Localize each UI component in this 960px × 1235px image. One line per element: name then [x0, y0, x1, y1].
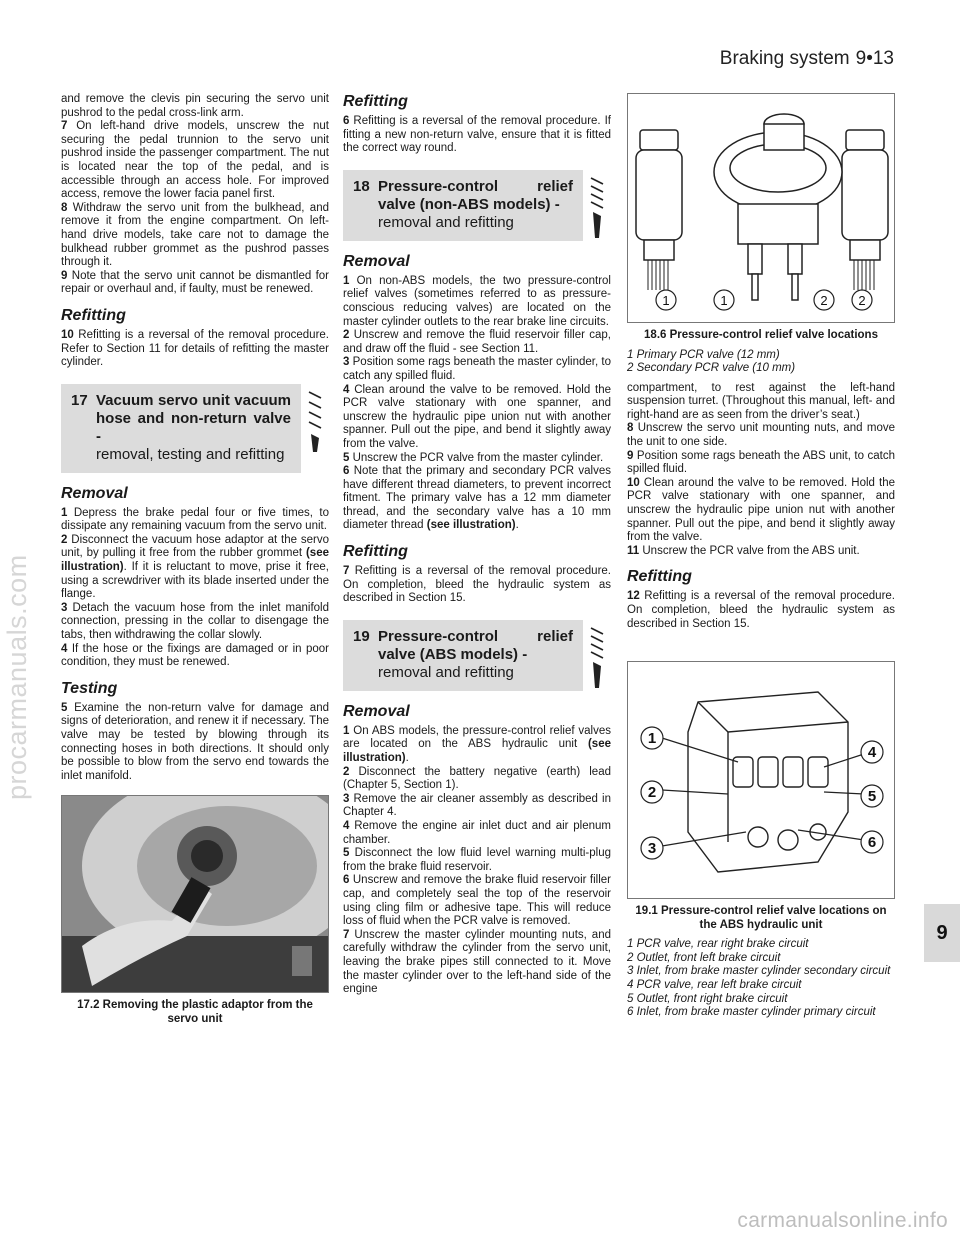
- paragraph: 2 Disconnect the vacuum hose adaptor at the servo unit, by pulling it free from the rubber grommet (see illustration). If it is reluctant to move, prise it free, using a screwdriver with its blade inserted under the flange.: [61, 533, 329, 601]
- subheading-removal: Removal: [343, 252, 410, 270]
- legend-item: 4 PCR valve, rear left brake circuit: [627, 978, 802, 991]
- section-subtitle: removal, testing and refitting: [96, 445, 285, 463]
- section-subtitle: removal and refitting: [378, 213, 514, 231]
- paragraph: 5 Unscrew the PCR valve from the master cylinder.: [343, 451, 604, 464]
- paragraph: 4 Clean around the valve to be removed. Hold the PCR valve stationary with one spanner, and unscrew the hydraulic pipe union nut with another spanner. Pull out the pipe, and bend it slightly away from the valve.: [343, 383, 611, 450]
- legend-item: 5 Outlet, front right brake circuit: [627, 992, 788, 1005]
- subheading-refitting: Refitting: [343, 543, 408, 561]
- paragraph: 2 Disconnect the battery negative (earth) lead (Chapter 5, Section 1).: [343, 765, 611, 792]
- label-3: 3: [647, 840, 657, 858]
- subheading-refitting: Refitting: [343, 93, 408, 110]
- label-6: 6: [867, 834, 877, 852]
- label-4: 4: [867, 744, 877, 762]
- paragraph: 6 Note that the primary and secondary PCR valves have different thread diameters, to prevent incorrect fitment. The primary valve has a 12 mm diameter thread, and the secondary valve has a 10 mm diameter thread (see illustration).: [343, 465, 611, 532]
- label-2: 2: [858, 293, 866, 308]
- paragraph: and remove the clevis pin securing the servo unit pushrod to the pedal cross-link arm.: [61, 93, 329, 119]
- section-title: Pressure-control relief valve (ABS models) -: [378, 627, 573, 663]
- column-left: [61, 93, 329, 1026]
- label-1: 1: [647, 730, 657, 748]
- label-1: 1: [720, 293, 728, 308]
- figure-caption: 19.1 Pressure-control relief valve locations on the ABS hydraulic unit: [635, 905, 887, 931]
- legend-item: 1 PCR valve, rear right brake circuit: [627, 938, 809, 951]
- paragraph: 1 Depress the brake pedal four or five times, to dissipate any remaining vacuum from the servo unit.: [61, 506, 329, 533]
- paragraph: 3 Position some rags beneath the master cylinder, to catch any spilled fluid.: [343, 356, 611, 382]
- label-1: 1: [662, 293, 670, 308]
- legend-item: 1 Primary PCR valve (12 mm): [627, 348, 780, 361]
- paragraph: 3 Detach the vacuum hose from the inlet manifold connection, pressing in the collar to disengage the tabs, then withdrawing the collar slowly.: [61, 601, 330, 642]
- subheading-removal: Removal: [61, 484, 128, 502]
- paragraph: 9 Note that the servo unit cannot be dismantled for repair or overhaul and, if faulty, must be renewed.: [61, 269, 329, 296]
- paragraph: 9 Position some rags beneath the ABS unit, to catch spilled fluid.: [627, 449, 895, 476]
- diagram-pcr-valve-locations: [627, 93, 895, 323]
- label-2: 2: [820, 293, 828, 308]
- section-title: Vacuum servo unit vacuum hose and non-return valve -: [96, 391, 291, 445]
- figure-caption: 17.2 Removing the plastic adaptor from the servo unit: [77, 999, 313, 1025]
- figure-caption: 18.6 Pressure-control relief valve locations: [644, 329, 878, 341]
- paragraph: 10 Refitting is a reversal of the removal procedure. Refer to Section 11 for details of refitting the master cylinder.: [61, 328, 329, 369]
- paragraph: 6 Refitting is a reversal of the removal procedure. If fitting a new non-return valve, ensure that it is fitted the correct way round.: [343, 115, 611, 155]
- difficulty-spanner-icon: [587, 624, 607, 690]
- page-number: 9•13: [855, 48, 894, 69]
- section-subtitle: removal and refitting: [378, 663, 514, 681]
- difficulty-spanner-icon: [587, 174, 607, 240]
- paragraph: 2 Unscrew and remove the fluid reservoir filler cap, and draw off the fluid - see Section 11.: [343, 329, 611, 355]
- paragraph: 1 On ABS models, the pressure-control relief valves are located on the ABS hydraulic unit (see illustration).: [343, 724, 611, 765]
- paragraph: 8 Unscrew the servo unit mounting nuts, and move the unit to one side.: [627, 422, 896, 449]
- paragraph: 4 If the hose or the fixings are damaged or in poor condition, they must be renewed.: [61, 642, 330, 669]
- paragraph: 7 On left-hand drive models, unscrew the nut securing the pedal trunnion to the servo unit pushrod inside the passenger compartment. The nut is located near the top of the pedal, and is accessible through an access hole. For improved access, remove the lower facia panel first.: [61, 120, 329, 201]
- figure-legend: [627, 349, 895, 376]
- subheading-refitting: Refitting: [627, 568, 692, 586]
- label-2: 2: [647, 784, 657, 802]
- legend-item: 6 Inlet, from brake master cylinder primary circuit: [627, 1006, 876, 1019]
- paragraph: 11 Unscrew the PCR valve from the ABS unit.: [627, 544, 860, 557]
- section-title: Pressure-control relief valve (non-ABS models) -: [378, 177, 573, 213]
- legend-item: 2 Secondary PCR valve (10 mm): [627, 362, 796, 375]
- paragraph: 7 Refitting is a reversal of the removal procedure. On completion, bleed the hydraulic system as described in Section 15.: [343, 565, 611, 605]
- section-heading-19: 19 Pressure-control relief valve (ABS models) - removal and refitting: [343, 620, 583, 691]
- paragraph: 8 Withdraw the servo unit from the bulkhead, and remove it from the engine compartment. On left-hand drive models, take care not to damage the bulkhead rubber grommet as the pushrod passes through it.: [61, 201, 329, 269]
- photo-servo-adaptor: [61, 795, 329, 993]
- section-heading-18: 18 Pressure-control relief valve (non-ABS models) - removal and refitting: [343, 170, 583, 241]
- paragraph: 4 Remove the engine air inlet duct and air plenum chamber.: [343, 820, 611, 846]
- subheading-refitting: Refitting: [61, 306, 126, 324]
- paragraph: 7 Unscrew the master cylinder mounting nuts, and carefully withdraw the cylinder from the servo unit, leaving the brake pipes still connected to it. Move the master cylinder over to the left-hand side of the engine: [343, 928, 611, 996]
- section-heading-17: 17 Vacuum servo unit vacuum hose and non-return valve - removal, testing and refitting: [61, 384, 301, 473]
- difficulty-spanner-icon: [305, 388, 325, 454]
- column-middle: [343, 93, 611, 997]
- paragraph: 3 Remove the air cleaner assembly as described in Chapter 4.: [343, 792, 611, 819]
- legend-item: 2 Outlet, front left brake circuit: [627, 951, 781, 964]
- chapter-title: Braking system: [719, 48, 850, 69]
- paragraph: 6 Unscrew and remove the brake fluid reservoir filler cap, and completely seal the top of the reservoir using cling film or adhesive tape. This will reduce loss of fluid when the PCR valve is removed.: [343, 874, 612, 928]
- chapter-tab: 9: [924, 904, 960, 962]
- paragraph: 12 Refitting is a reversal of the removal procedure. On completion, bleed the hydraulic system as described in Section 15.: [627, 590, 895, 630]
- diagram-abs-hydraulic-unit: [627, 661, 895, 899]
- paragraph: 5 Examine the non-return valve for damage and signs of deterioration, and renew it if necessary. The valve may be tested by blowing through its connecting hoses in both directions. It should only be possible to blow from the servo end towards the inlet manifold.: [61, 701, 329, 782]
- side-watermark: procarmanuals.com: [2, 554, 32, 800]
- subheading-testing: Testing: [61, 679, 118, 697]
- paragraph: 10 Clean around the valve to be removed. Hold the PCR valve stationary with one spanner, and unscrew the hydraulic pipe union nut with another spanner. Pull out the pipe, and bend it slightly away from the valve.: [627, 476, 895, 544]
- running-head: [720, 48, 894, 70]
- footer-watermark: carmanualsonline.info: [737, 1209, 948, 1232]
- paragraph: 5 Disconnect the low fluid level warning multi-plug from the brake fluid reservoir.: [343, 847, 611, 873]
- figure-legend: [627, 938, 895, 1020]
- legend-item: 3 Inlet, from brake master cylinder secondary circuit: [627, 965, 891, 978]
- paragraph: compartment, to rest against the left-hand suspension turret. (Throughout this manual, left- and right-hand are as seen from the driver’s seat.): [627, 381, 895, 421]
- subheading-removal: Removal: [343, 702, 410, 720]
- column-right: [627, 93, 895, 1020]
- paragraph: 1 On non-ABS models, the two pressure-control relief valves (sometimes referred to as pressure-conscious reducing valves) are located on the master cylinder outlets to the rear brake line circuits.: [343, 274, 611, 328]
- label-5: 5: [867, 788, 877, 806]
